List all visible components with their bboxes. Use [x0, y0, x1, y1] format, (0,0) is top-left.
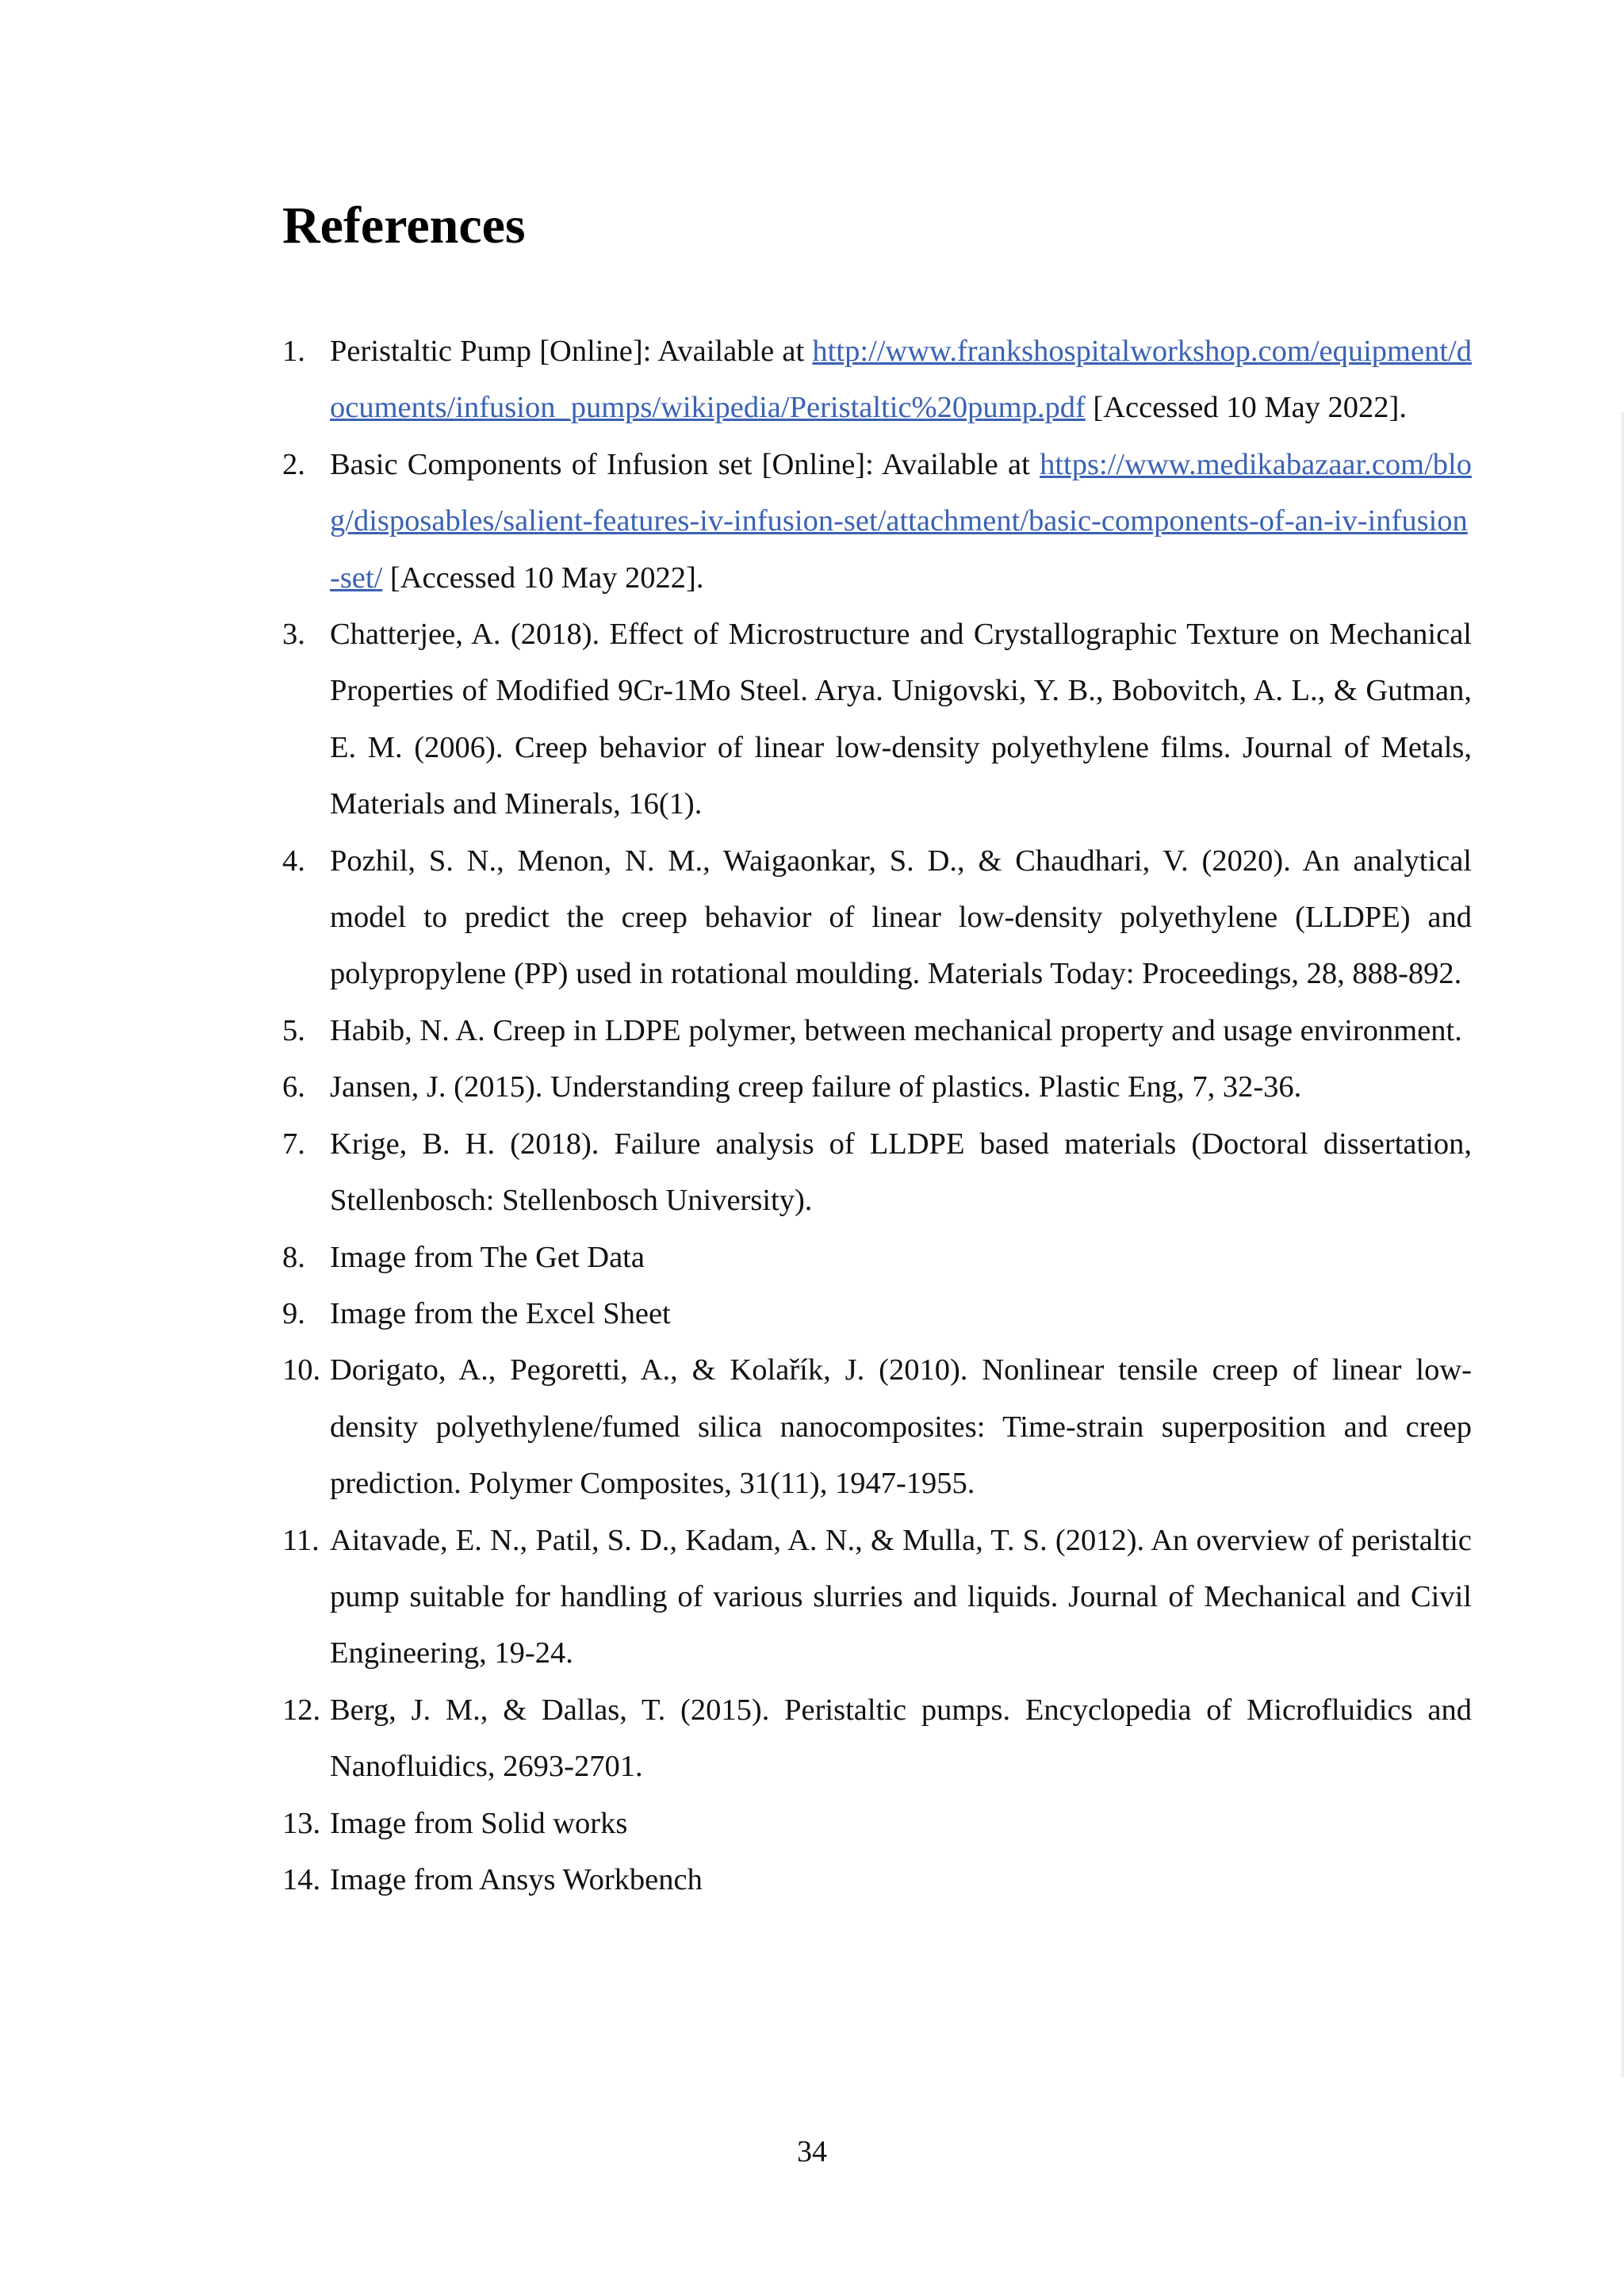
reference-link[interactable]: http://www.frankshospitalworkshop.com/equipment/documents/infusion_pumps/wikipedia/Peristaltic%20pump.pdf — [330, 335, 1472, 425]
page-number: 34 — [797, 2135, 827, 2168]
reference-text: Image from the Excel Sheet — [330, 1296, 671, 1330]
reference-text: Habib, N. A. Creep in LDPE polymer, between mechanical property and usage environment. — [330, 1013, 1462, 1047]
reference-text-suffix: [Accessed 10 May 2022]. — [1085, 391, 1407, 425]
reference-text: Image from The Get Data — [330, 1240, 645, 1274]
reference-item-11 — [282, 1513, 1472, 1682]
reference-text: Image from Solid works — [330, 1806, 628, 1840]
reference-number: 14. — [282, 1862, 321, 1896]
reference-number: 5. — [282, 1013, 305, 1047]
reference-item-4 — [282, 833, 1472, 1003]
reference-number: 10. — [282, 1353, 321, 1387]
reference-text: Krige, B. H. (2018). Failure analysis of LLDPE based materials (Doctoral dissertation, Stellenbosch: Stellenbosch University). — [330, 1127, 1472, 1218]
reference-item-6 — [282, 1059, 1472, 1115]
reference-item-3 — [282, 607, 1472, 833]
reference-number: 7. — [282, 1127, 305, 1161]
reference-item-12 — [282, 1682, 1472, 1796]
reference-item-5 — [282, 1003, 1472, 1059]
reference-text: Dorigato, A., Pegoretti, A., & Kolařík, J. (2010). Nonlinear tensile creep of linear low-density polyethylene/fumed silica nanocomposites: Time-strain superposition and creep prediction. Polymer Composites, 31(11), 1947-1955. — [330, 1353, 1472, 1501]
reference-number: 4. — [282, 844, 305, 878]
reference-number: 12. — [282, 1693, 321, 1727]
reference-text: Jansen, J. (2015). Understanding creep failure of plastics. Plastic Eng, 7, 32-36. — [330, 1070, 1302, 1104]
reference-text: Image from Ansys Workbench — [330, 1862, 703, 1896]
reference-text: Basic Components of Infusion set [Online]: Available at — [330, 447, 1040, 481]
page-edge-shadow — [1619, 412, 1624, 2077]
reference-item-10 — [282, 1342, 1472, 1512]
reference-number: 1. — [282, 335, 305, 368]
reference-number: 3. — [282, 618, 305, 652]
reference-item-14 — [282, 1852, 1472, 1908]
reference-text: Chatterjee, A. (2018). Effect of Microstructure and Crystallographic Texture on Mechanical Properties of Modified 9Cr-1Mo Steel. Arya. Unigovski, Y. B., Bobovitch, A. L., & Gutman, E. M. (2006). Creep behavior of linear low-density polyethylene films. Journal of Metals, Materials and Minerals, 16(1). — [330, 618, 1472, 821]
reference-number: 9. — [282, 1296, 305, 1330]
reference-item-1 — [282, 323, 1472, 437]
reference-text: Berg, J. M., & Dallas, T. (2015). Peristaltic pumps. Encyclopedia of Microfluidics and Nanofluidics, 2693-2701. — [330, 1693, 1472, 1784]
reference-text-suffix: [Accessed 10 May 2022]. — [382, 561, 704, 595]
reference-text: Peristaltic Pump [Online]: Available at — [330, 335, 813, 368]
reference-number: 13. — [282, 1806, 321, 1840]
reference-item-9 — [282, 1286, 1472, 1342]
page-title: References — [282, 197, 526, 254]
reference-item-13 — [282, 1796, 1472, 1852]
reference-number: 6. — [282, 1070, 305, 1104]
reference-number: 8. — [282, 1240, 305, 1274]
reference-item-8 — [282, 1230, 1472, 1286]
reference-item-7 — [282, 1116, 1472, 1230]
reference-item-2 — [282, 437, 1472, 607]
reference-text: Aitavade, E. N., Patil, S. D., Kadam, A. N., & Mulla, T. S. (2012). An overview of peristaltic pump suitable for handling of various slurries and liquids. Journal of Mechanical and Civil Engineering, 19-24. — [330, 1523, 1472, 1670]
reference-link[interactable]: https://www.medikabazaar.com/blog/disposables/salient-features-iv-infusion-set/attachment/basic-components-of-an-iv-infusion-set/ — [330, 447, 1472, 595]
reference-list — [282, 323, 1472, 1908]
reference-text: Pozhil, S. N., Menon, N. M., Waigaonkar, S. D., & Chaudhari, V. (2020). An analytical model to predict the creep behavior of linear low-density polyethylene (LLDPE) and polypropylene (PP) used in rotational moulding. Materials Today: Proceedings, 28, 888-892. — [330, 844, 1472, 991]
reference-number: 11. — [282, 1523, 320, 1557]
reference-number: 2. — [282, 447, 305, 481]
